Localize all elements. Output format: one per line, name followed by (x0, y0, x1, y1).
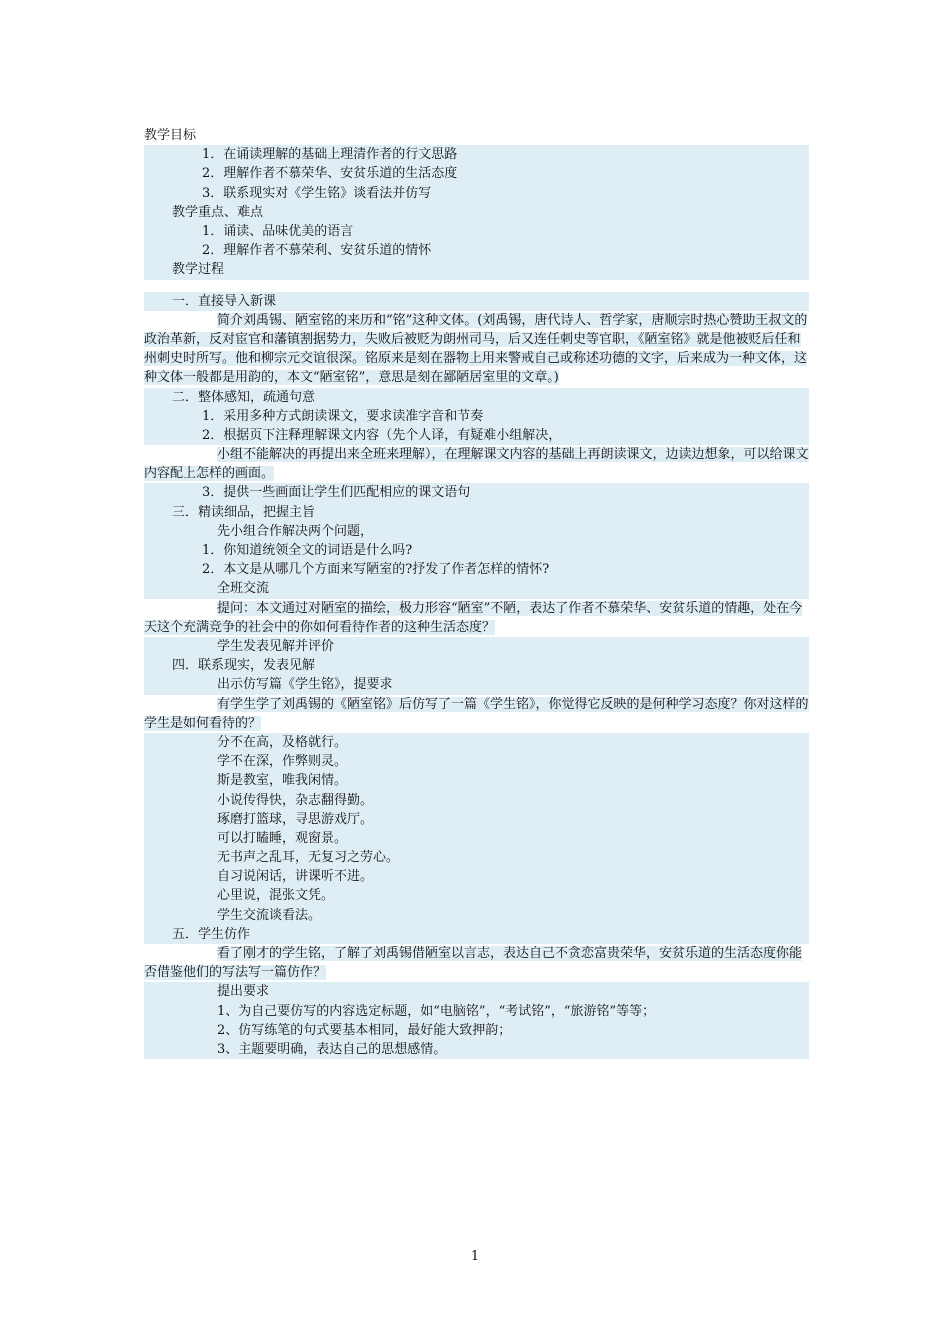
poem-line-1: 分不在高，及格就行。 (144, 733, 809, 752)
section-2-title: 二．整体感知，疏通句意 (144, 388, 809, 407)
poem-line-8: 自习说闲话，讲课听不进。 (144, 867, 809, 886)
section-3-question-1: 1．你知道统领全文的词语是什么吗? (144, 541, 809, 560)
section-2-step-3: 3．提供一些画面让学生们匹配相应的课文语句 (144, 483, 809, 502)
section-2-step-2: 2．根据页下注释理解课文内容（先个人译，有疑难小组解决， (144, 426, 809, 445)
section-1-title: 一．直接导入新课 (144, 292, 809, 311)
section-3-class-discussion: 全班交流 (144, 579, 809, 598)
lesson-plan-body (144, 126, 809, 1059)
spacer (144, 280, 809, 292)
section-5-intro-text: 看了刚才的学生铭，了解了刘禹锡借陋室以言志，表达自己不贪恋富贵荣华，安贫乐道的生活态度你能否借鉴他们的写法写一篇仿作？ (144, 946, 803, 981)
page-number: 1 (470, 1249, 480, 1264)
objective-1: 1．在诵读理解的基础上理清作者的行文思路 (144, 145, 809, 164)
poem-line-5: 琢磨打篮球，寻思游戏厅。 (144, 810, 809, 829)
section-4-question-text: 有学生学了刘禹锡的《陋室铭》后仿写了一篇《学生铭》，你觉得它反映的是何种学习态度？你对这样的学生是如何看待的？ (144, 696, 809, 731)
requirement-2: 2、仿写练笔的句式要基本相同，最好能大致押韵； (144, 1021, 809, 1040)
poem-line-6: 可以打瞌睡，观窗景。 (144, 829, 809, 848)
section-4-student-discussion: 学生交流谈看法。 (144, 906, 809, 925)
heading-key-points: 教学重点、难点 (144, 203, 809, 222)
heading-process: 教学过程 (144, 260, 809, 279)
section-1-intro-text: 简介刘禹锡、陋室铭的来历和“铭”这种文体。(刘禹锡，唐代诗人、哲学家，唐顺宗时热心赞助王叔文的政治革新，反对宦官和藩镇割据势力，失败后被贬为朗州司马，后又连任刺史等官职，《陋室铭》就是他被贬后任和州刺史时所写。他和柳宗元交谊很深。铭原来是刻在器物上用来警戒自己或称述功德的文字，后来成为一种文体，这种文体一般都是用韵的，本文“陋室铭”，意思是刻在鄙陋居室里的文章。) (144, 312, 808, 386)
section-3-prompt-text: 提问：本文通过对陋室的描绘，极力形容“陋室”不陋，表达了作者不慕荣华、安贫乐道的情趣，处在今天这个充满竞争的社会中的你如何看待作者的这种生活态度？ (144, 600, 803, 635)
section-3-title: 三．精读细品，把握主旨 (144, 503, 809, 522)
section-5-intro-paragraph (144, 944, 809, 982)
poem-line-7: 无书声之乱耳，无复习之劳心。 (144, 848, 809, 867)
poem-line-9: 心里说，混张文凭。 (144, 886, 809, 905)
key-point-1: 1．诵读、品味优美的语言 (144, 222, 809, 241)
section-4-show-poem: 出示仿写篇《学生铭》，提要求 (144, 675, 809, 694)
poem-line-3: 斯是教室，唯我闲情。 (144, 771, 809, 790)
section-2-step-2-continued-text: 小组不能解决的再提出来全班来理解），在理解课文内容的基础上再朗读课文，边读边想象，可以给课文内容配上怎样的画面。 (144, 447, 809, 482)
section-3-prompt-paragraph (144, 599, 809, 637)
section-1-intro-paragraph (144, 311, 809, 388)
poem-line-2: 学不在深，作弊则灵。 (144, 752, 809, 771)
section-4-title: 四．联系现实，发表见解 (144, 656, 809, 675)
objective-3: 3．联系现实对《学生铭》谈看法并仿写 (144, 184, 809, 203)
section-3-evaluation: 学生发表见解并评价 (144, 637, 809, 656)
requirement-3: 3、主题要明确，表达自己的思想感情。 (144, 1040, 809, 1059)
section-2-step-2-continued (144, 445, 809, 483)
requirement-1: 1、为自己要仿写的内容选定标题，如“电脑铭”，“考试铭”，“旅游铭”等等； (144, 1002, 809, 1021)
section-4-question-paragraph (144, 695, 809, 733)
heading-objectives: 教学目标 (144, 128, 197, 143)
section-5-title: 五．学生仿作 (144, 925, 809, 944)
section-3-question-2: 2．本文是从哪几个方面来写陋室的?抒发了作者怎样的情怀? (144, 560, 809, 579)
poem-line-4: 小说传得快，杂志翻得勤。 (144, 791, 809, 810)
section-2-step-1: 1．采用多种方式朗读课文，要求读准字音和节奏 (144, 407, 809, 426)
section-3-task-intro: 先小组合作解决两个问题， (144, 522, 809, 541)
objective-2: 2．理解作者不慕荣华、安贫乐道的生活态度 (144, 164, 809, 183)
key-point-2: 2．理解作者不慕荣利、安贫乐道的情怀 (144, 241, 809, 260)
section-5-requirements-heading: 提出要求 (144, 982, 809, 1001)
